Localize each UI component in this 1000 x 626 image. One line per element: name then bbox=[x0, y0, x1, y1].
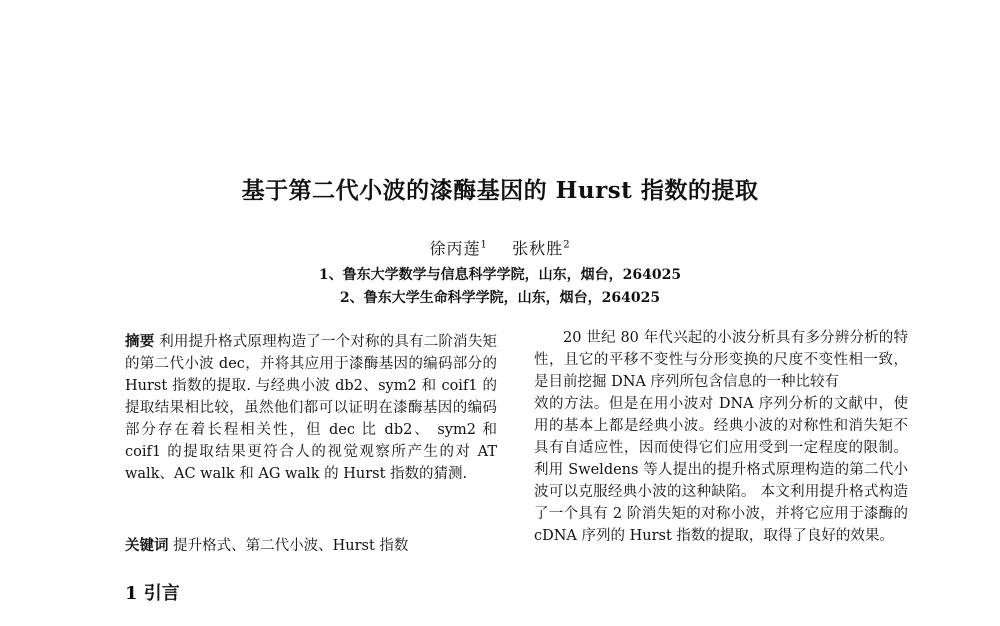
keywords-text: 提升格式、第二代小波、Hurst 指数 bbox=[173, 538, 409, 554]
author-name: 张秋胜 bbox=[512, 239, 564, 258]
abstract-text: 利用提升格式原理构造了一个对称的具有二阶消失矩的第二代小波 dec，并将其应用于漆酶基因的编码部分的 Hurst 指数的提取. 与经典小波 db2、sym2 和 coif1 的提取结果相比较，虽然他们都可以证明在漆酶基因的编码部分存在着长程相关性，但 dec 比 db2、 sym2 和 coif1 的提取结果更符合人的视觉观察所产生的对 AT walk、AC walk 和 AG walk 的 Hurst 指数的猜测. bbox=[125, 334, 498, 482]
intro-paragraph-2: 效的方法。但是在用小波对 DNA 序列分析的文献中，使用的基本上都是经典小波。经典小波的对称性和消失矩不具有自适应性，因而使得它们应用受到一定程度的限制。 利用 Sweldens 等人提出的提升格式原理构造的第二代小波可以克服经典小波的这种缺陷。 本文利用提升格式构造了一个具有 2 阶消失矩的对称小波，并将它应用于漆酶的 cDNA 序列的 Hurst 指数的提取，取得了良好的效果。 bbox=[534, 396, 908, 544]
author-affiliation-mark: 2 bbox=[563, 239, 571, 251]
affiliation-2: 2、鲁东大学生命科学学院，山东，烟台，264025 bbox=[339, 290, 661, 306]
affiliation-1: 1、鲁东大学数学与信息科学学院，山东，烟台，264025 bbox=[318, 267, 682, 283]
keywords-label: 关键词 bbox=[125, 537, 169, 554]
author-line bbox=[0, 236, 1000, 259]
intro-paragraph-1: 20 世纪 80 年代兴起的小波分析具有多分辨分析的特性，且它的平移不变性与分形变换的尺度不变性相一致，是目前挖掘 DNA 序列所包含信息的一种比较有 bbox=[534, 330, 908, 390]
keywords bbox=[125, 534, 505, 555]
author-affiliation-mark: 1 bbox=[480, 239, 488, 251]
abstract-label: 摘要 bbox=[125, 333, 155, 350]
paper-title: 基于第二代小波的漆酶基因的 Hurst 指数的提取 bbox=[241, 177, 759, 204]
abstract bbox=[125, 331, 497, 485]
introduction-body bbox=[534, 327, 908, 547]
section-heading: 1 引言 bbox=[125, 583, 180, 604]
author-name: 徐丙莲 bbox=[429, 239, 481, 258]
